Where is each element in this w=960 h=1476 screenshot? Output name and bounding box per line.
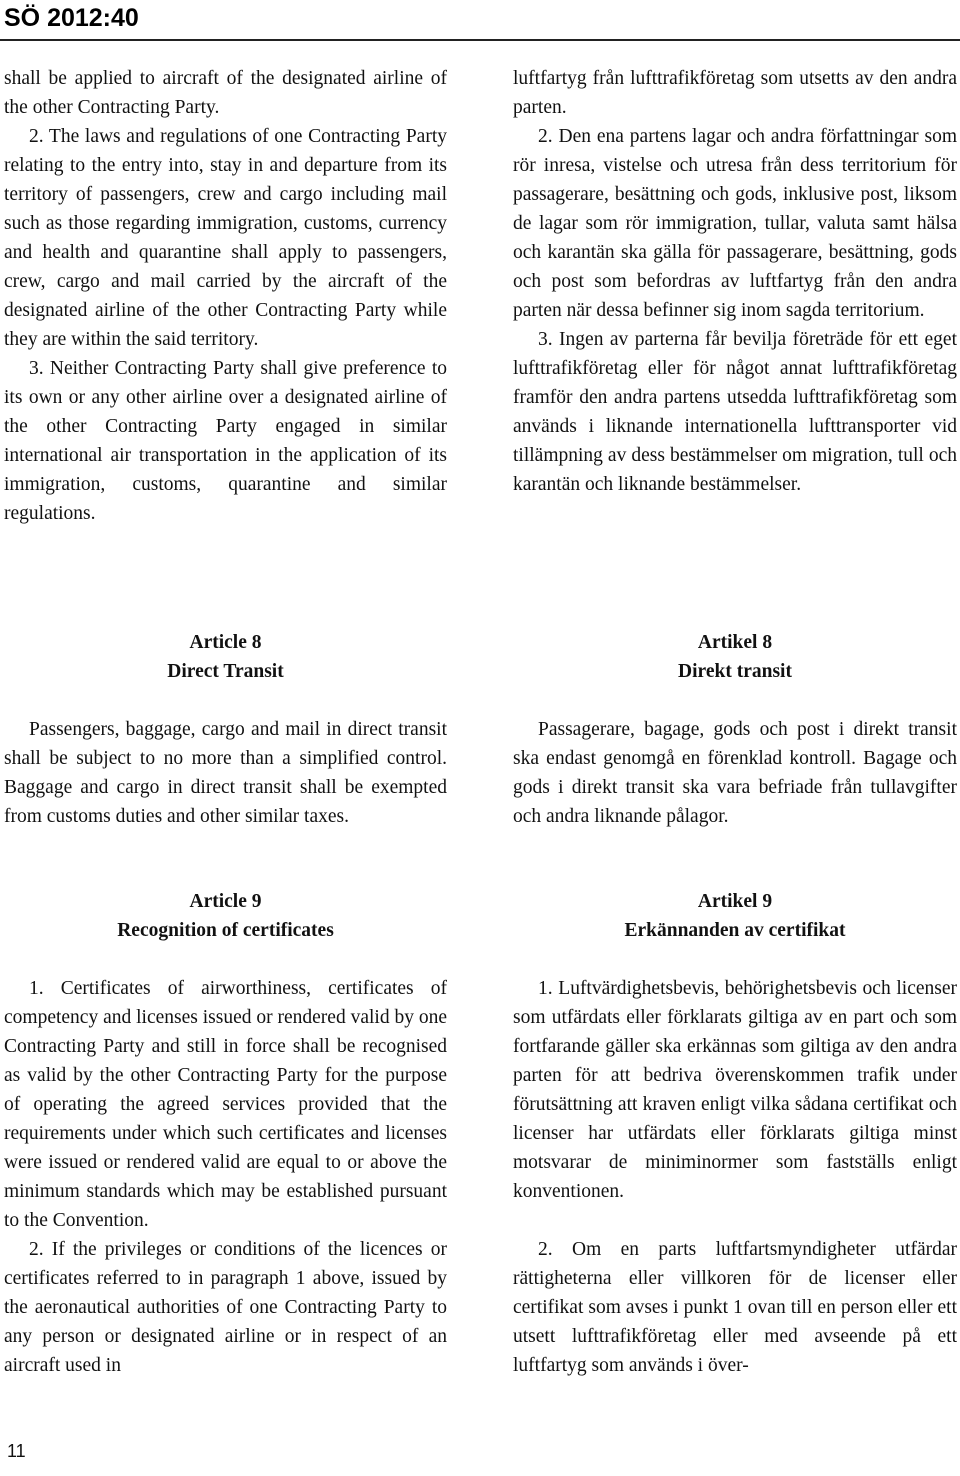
swedish-article-8-heading bbox=[513, 628, 957, 686]
english-article-8-number: Article 8 bbox=[189, 632, 262, 653]
page-number: 11 bbox=[7, 1441, 26, 1461]
swedish-intro-paragraph-1: luftfartyg från lufttrafikföretag som utsetts av den andra parten. bbox=[513, 68, 957, 118]
english-intro-text bbox=[4, 64, 447, 528]
swedish-article-8-paragraph: Passagerare, bagage, gods och post i direkt transit ska endast genomgå en förenklad kontroll. Bagage och gods i direkt transit ska vara befriade från tullavgifter och andra liknande pålagor. bbox=[513, 719, 957, 827]
swedish-article-9-heading bbox=[513, 887, 957, 945]
swedish-article-9-paragraph-1: 1. Luftvärdighetsbevis, behörighetsbevis och licenser som utfärdats eller förklarats giltiga av en part och som fortfarande gäller ska erkännas som giltiga av den andra parten för att bedriva överenskommen trafik under förutsättning att kraven enligt vilka sådana certifikat och licenser har utfärdats eller förklarats giltiga minst motsvarar de miniminormer som fastställs enligt konventionen. bbox=[513, 978, 957, 1202]
swedish-article-8-number: Artikel 8 bbox=[697, 632, 773, 653]
swedish-article-9-paragraph-2: 2. Om en parts luftfartsmyndigheter utfärdar rättigheterna eller villkoren för de licenser eller certifikat som avses i punkt 1 ovan till en person eller ett utsett lufttrafikföretag eller med avseende på ett luftfartyg som används i över- bbox=[513, 1239, 957, 1376]
swedish-intro-paragraph-3: 3. Ingen av parterna får bevilja företräde för ett eget lufttrafikföretag eller för något annat lufttrafikföretag framför den andra partens utsedda lufttrafikföretag som används i liknande internationella lufttransporter vid tillämpning av dess bestämmelser om migration, tull och karantän och liknande bestämmelser. bbox=[513, 329, 957, 495]
english-article-8-paragraph: Passengers, baggage, cargo and mail in direct transit shall be subject to no more than a simplified control. Baggage and cargo in direct transit shall be exempted from customs duties and other similar taxes. bbox=[4, 719, 447, 827]
swedish-article-9-title: Erkännanden av certifikat bbox=[624, 920, 846, 941]
english-article-8-title: Direct Transit bbox=[167, 661, 284, 682]
document-reference: SÖ 2012:40 bbox=[4, 4, 139, 32]
swedish-article-8 bbox=[513, 628, 957, 831]
english-intro-paragraph-3: 3. Neither Contracting Party shall give preference to its own or any other airline over a designated airline of the other Contracting Party engaged in similar international air transportation in the application of its immigration, customs, quarantine and similar regulations. bbox=[4, 358, 447, 524]
english-article-8-heading bbox=[4, 628, 447, 686]
english-article-9-number: Article 9 bbox=[189, 891, 262, 912]
swedish-intro-text bbox=[513, 64, 957, 499]
english-article-9-heading bbox=[4, 887, 447, 945]
english-intro-paragraph-1: shall be applied to aircraft of the designated airline of the other Contracting Party. bbox=[4, 68, 447, 118]
swedish-article-9-number: Artikel 9 bbox=[697, 891, 773, 912]
english-article-9-paragraph-1: 1. Certificates of airworthiness, certificates of competency and licenses issued or rendered valid by one Contracting Party and still in force shall be recognised as valid by the other Contracting Party for the purpose of operating the agreed services provided that the requirements under which such certificates and licenses were issued or rendered valid are equal to or above the minimum standards which may be established pursuant to the Convention. bbox=[4, 978, 447, 1231]
english-article-9-title: Recognition of certificates bbox=[117, 920, 334, 941]
english-intro-paragraph-2: 2. The laws and regulations of one Contracting Party relating to the entry into, stay in and departure from its territory of passengers, crew and cargo including mail such as those regarding immigration, customs, currency and health and quarantine shall apply to passengers, crew, cargo and mail carried by the aircraft of the designated airline of the other Contracting Party while they are within the said territory. bbox=[4, 126, 447, 350]
english-article-9 bbox=[4, 887, 447, 1380]
swedish-article-8-title: Direkt transit bbox=[678, 661, 792, 682]
swedish-article-9 bbox=[513, 887, 957, 1380]
header-rule bbox=[0, 39, 960, 41]
english-article-9-paragraph-2: 2. If the privileges or conditions of the licences or certificates referred to in paragraph 1 above, issued by the aeronautical authorities of one Contracting Party to any person or designated airline or in respect of an aircraft used in bbox=[4, 1239, 447, 1376]
swedish-intro-paragraph-2: 2. Den ena partens lagar och andra författningar som rör inresa, vistelse och utresa från dess territorium för passagerare, besättning och gods, inklusive post, liksom de lagar som rör immigration, tullar, valuta samt hälsa och karantän ska gälla för passagerare, besättning, gods och post som befordras av luftfartyg från den andra parten när dessa befinner sig inom sagda territorium. bbox=[513, 126, 957, 321]
english-article-8 bbox=[4, 628, 447, 831]
